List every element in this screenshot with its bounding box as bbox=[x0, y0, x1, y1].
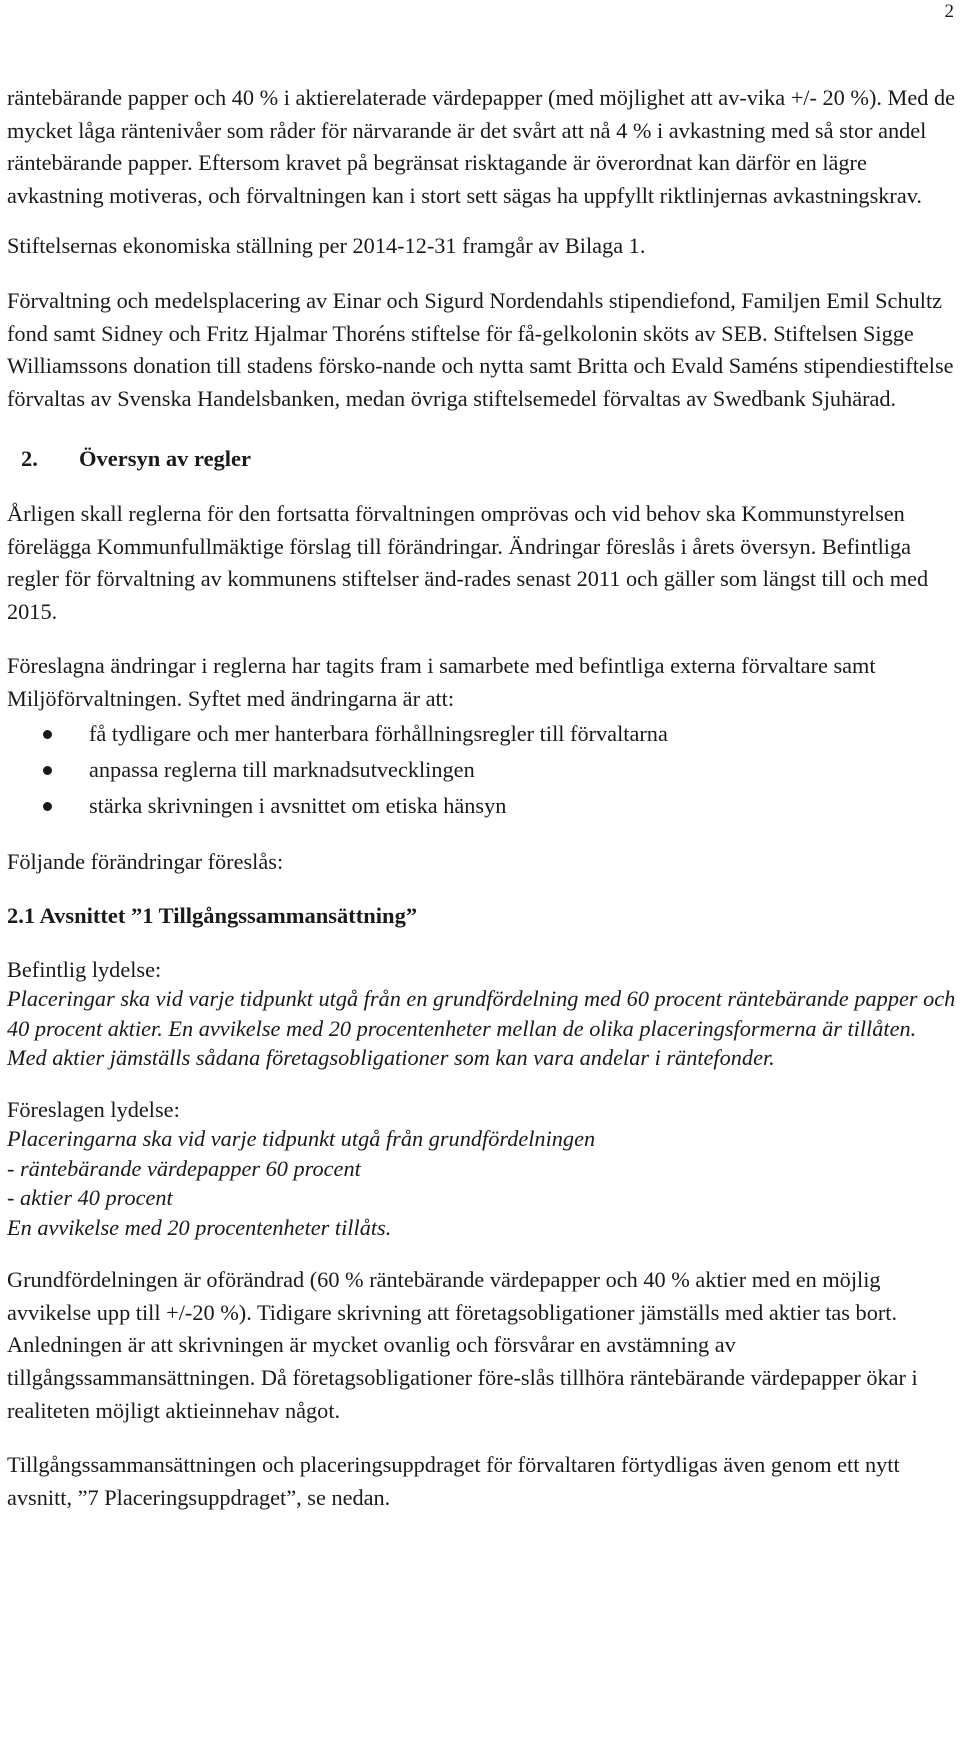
paragraph-allocation-unchanged: Grundfördelningen är oförändrad (60 % räntebärande värdepapper och 40 % aktier med en möjlig avvikelse upp till +/-20 %). Tidigare skrivning att företagsobligationer jämställs med aktier tas bort. Anledningen är att skrivningen är mycket ovanlig och försvårar en avstämning av tillgångssammansättningen. Då företagsobligationer före-slås tillhöra räntebärande värdepapper ökar i realiteten möjligt aktieinnehav något. bbox=[7, 1267, 918, 1423]
section-heading-asset-allocation: 2.1 Avsnittet ”1 Tillgångssammansättning” bbox=[7, 903, 418, 929]
paragraph-annual-review: Årligen skall reglerna för den fortsatta förvaltningen omprövas och vid behov ska Kommunstyrelsen förelägga Kommunfullmäktige förslag till förändringar. Ändringar föreslås i årets översyn. Befintliga regler för förvaltning av kommunens stiftelser änd-rades senast 2011 och gäller som längst till och med 2015. bbox=[7, 500, 929, 624]
proposed-wording-line: En avvikelse med 20 procentenheter tillåts. bbox=[7, 1214, 392, 1240]
paragraph-following-changes: Följande förändringar föreslås: bbox=[7, 848, 284, 874]
list-item: stärka skrivningen i avsnittet om etiska hänsyn bbox=[7, 788, 957, 824]
bullet-icon bbox=[43, 802, 52, 811]
paragraph-investment-returns: räntebärande papper och 40 % i aktierelaterade värdepapper (med möjlighet att av-vika +/- 20 %). Med de mycket låga räntenivåer som råder för närvarande är det svårt att nå 4 % i avkastning med så stor andel räntebärande papper. Eftersom kravet på begränsat risktagande är överordnat kan därför en lägre avkastning motiveras, och förvaltningen kan i stort sett sägas ha uppfyllt riktlinjernas avkastningskrav. bbox=[7, 85, 956, 208]
list-item: få tydligare och mer hanterbara förhållningsregler till förvaltarna bbox=[7, 716, 957, 752]
existing-wording-text: Placeringar ska vid varje tidpunkt utgå från en grundfördelning med 60 procent räntebärande papper och 40 procent aktier. En avvikelse med 20 procentenheter mellan de olika placeringsformerna är tillåten. bbox=[7, 986, 956, 1041]
existing-wording-label: Befintlig lydelse: bbox=[7, 956, 162, 982]
proposed-wording-line: - räntebärande värdepapper 60 procent bbox=[7, 1155, 361, 1181]
bullet-icon bbox=[43, 730, 52, 739]
section-heading-review bbox=[7, 443, 957, 476]
proposed-wording-line: Placeringarna ska vid varje tidpunkt utgå från grundfördelningen bbox=[7, 1126, 596, 1152]
existing-wording-note: Med aktier jämställs sådana företagsobligationer som kan vara andelar i räntefonder. bbox=[7, 1045, 775, 1071]
document-body bbox=[7, 82, 957, 1514]
section-number: 2. bbox=[21, 446, 38, 472]
page-number: 2 bbox=[944, 1, 954, 22]
paragraph-new-section: Tillgångssammansättningen och placeringsuppdraget för förvaltaren förtydligas även genom ett nytt avsnitt, ”7 Placeringsuppdraget”, se nedan. bbox=[7, 1452, 900, 1510]
bullet-icon bbox=[43, 766, 52, 775]
paragraph-asset-managers: Förvaltning och medelsplacering av Einar och Sigurd Nordendahls stipendiefond, Familjen Emil Schultz fond samt Sidney och Fritz Hjalmar Thoréns stiftelse för få-gelkolonin sköts av SEB. Stiftelsen Sigge Williamssons donation till stadens försko-nande och nytta samt Britta och Evald Saméns stipendiestiftelse förvaltas av Svenska Handelsbanken, medan övriga stiftelsemedel förvaltas av Swedbank Sjuhärad. bbox=[7, 287, 954, 411]
paragraph-proposed-changes: Föreslagna ändringar i reglerna har tagits fram i samarbete med befintliga externa förvaltare samt Miljöförvaltningen. Syftet med ändringarna är att: bbox=[7, 653, 876, 711]
purpose-list bbox=[7, 716, 957, 824]
section-title: Översyn av regler bbox=[79, 446, 252, 472]
proposed-wording-label: Föreslagen lydelse: bbox=[7, 1096, 180, 1122]
list-item: anpassa reglerna till marknadsutvecklingen bbox=[7, 752, 957, 788]
existing-wording-block bbox=[7, 955, 957, 1073]
paragraph-financial-position: Stiftelsernas ekonomiska ställning per 2014-12-31 framgår av Bilaga 1. bbox=[7, 233, 646, 259]
proposed-wording-block bbox=[7, 1095, 957, 1243]
proposed-wording-line: - aktier 40 procent bbox=[7, 1185, 173, 1211]
